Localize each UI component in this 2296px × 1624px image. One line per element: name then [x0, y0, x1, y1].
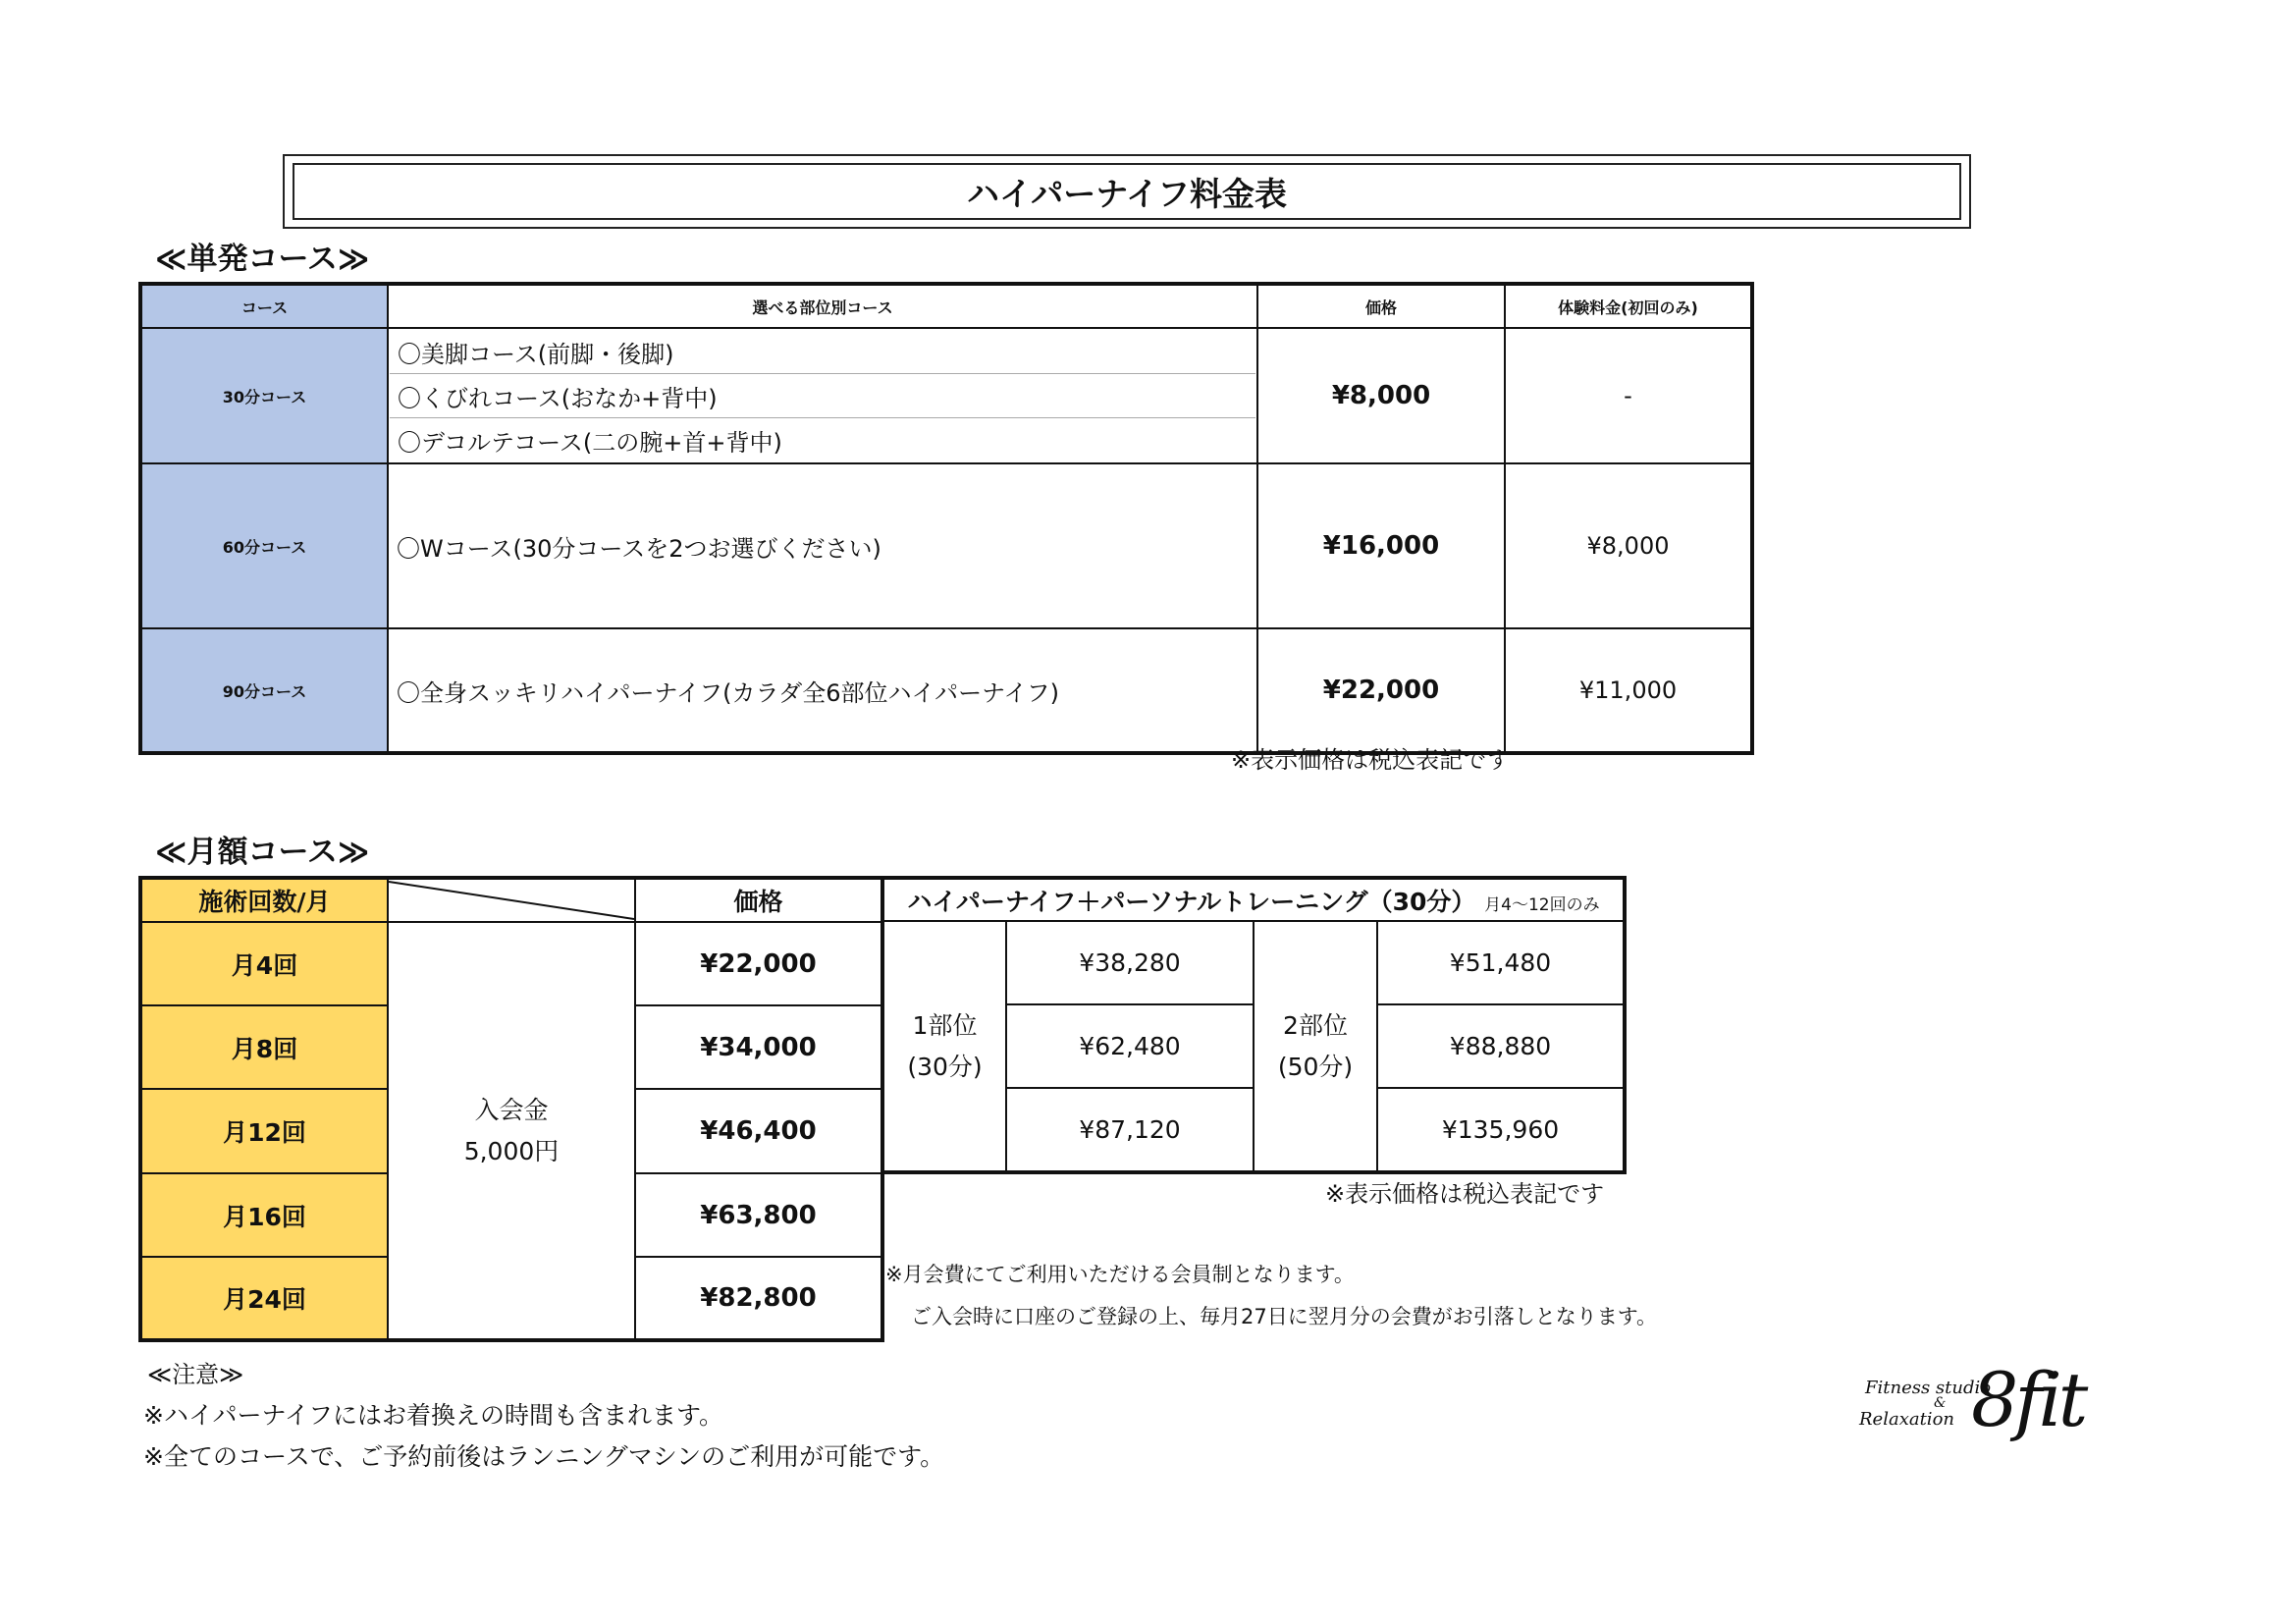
- logo-mark: 8fit: [1971, 1356, 2085, 1443]
- option-item: 〇美脚コース(前脚・後脚): [390, 330, 1255, 374]
- part1-label-text: 1部位: [912, 1010, 978, 1040]
- monthly-course-table: [138, 876, 884, 1342]
- part2-price: ¥88,880: [1377, 1004, 1625, 1088]
- table-row: [140, 328, 1752, 463]
- part2-price: ¥135,960: [1377, 1088, 1625, 1172]
- combo-table: [881, 876, 1627, 1174]
- monthly-price: ¥82,800: [635, 1257, 882, 1340]
- header-count: 施術回数/月: [140, 878, 388, 922]
- tax-note: ※表示価格は税込表記です: [1231, 746, 1511, 774]
- table-header-row: [140, 878, 882, 922]
- course-name: 60分コース: [140, 463, 388, 628]
- part1-label-duration: (30分): [907, 1052, 983, 1081]
- option-item: 〇全身スッキリハイパーナイフ(カラダ全6部位ハイパーナイフ): [388, 628, 1257, 753]
- header-options: 選べる部位別コース: [388, 284, 1257, 328]
- header-course: コース: [140, 284, 388, 328]
- logo-line1: Fitness studio: [1865, 1378, 1992, 1398]
- table-row: [140, 628, 1752, 753]
- membership-note: ※月会費にてご利用いただける会員制となります。: [885, 1263, 1355, 1286]
- course-options: [388, 328, 1257, 463]
- entry-fee-label: 入会金: [474, 1095, 549, 1124]
- table-row: [882, 921, 1625, 1004]
- session-count: 月24回: [140, 1257, 388, 1340]
- membership-note-detail: ご入会時に口座のご登録の上、毎月27日に翌月分の会費がお引落しとなります。: [911, 1305, 1658, 1328]
- course-price: ¥8,000: [1257, 328, 1505, 463]
- page-title: ハイパーナイフ料金表: [293, 163, 1961, 220]
- option-item: 〇くびれコース(おなか+背中): [390, 374, 1255, 418]
- part2-label-duration: (50分): [1277, 1052, 1354, 1081]
- diagonal-line: [389, 880, 634, 921]
- table-row: [140, 463, 1752, 628]
- table-row: [140, 922, 882, 1005]
- table-header-row: [882, 878, 1625, 921]
- option-item: 〇デコルテコース(二の腕+首+背中): [398, 428, 782, 457]
- single-course-heading: ≪単発コース≫: [155, 242, 370, 277]
- logo-line2: Relaxation: [1859, 1409, 1954, 1430]
- course-price: ¥16,000: [1257, 463, 1505, 628]
- course-price: ¥22,000: [1257, 628, 1505, 753]
- part1-price: ¥87,120: [1006, 1088, 1254, 1172]
- monthly-course-heading: ≪月額コース≫: [155, 835, 370, 870]
- tax-note: ※表示価格は税込表記です: [1325, 1180, 1605, 1208]
- monthly-price: ¥63,800: [635, 1173, 882, 1257]
- trial-price: ¥8,000: [1505, 463, 1752, 628]
- session-count: 月12回: [140, 1089, 388, 1173]
- course-name: 90分コース: [140, 628, 388, 753]
- combo-header-note: 月4～12回のみ: [1484, 894, 1600, 915]
- logo-amp: &: [1934, 1395, 1947, 1411]
- monthly-price: ¥46,400: [635, 1089, 882, 1173]
- course-name: 30分コース: [140, 328, 388, 463]
- combo-header-title: ハイパーナイフ＋パーソナルトレーニング（30分）: [907, 887, 1476, 916]
- header-price: 価格: [1257, 284, 1505, 328]
- single-course-table: [138, 282, 1754, 755]
- table-header-row: [140, 284, 1752, 328]
- session-count: 月16回: [140, 1173, 388, 1257]
- session-count: 月4回: [140, 922, 388, 1005]
- option-item: 〇Wコース(30分コースを2つお選びください): [388, 463, 1257, 628]
- trial-price: ¥11,000: [1505, 628, 1752, 753]
- part1-price: ¥38,280: [1006, 921, 1254, 1004]
- monthly-price: ¥34,000: [635, 1005, 882, 1089]
- monthly-price: ¥22,000: [635, 922, 882, 1005]
- entry-fee-cell: [388, 922, 635, 1340]
- part2-label: [1254, 921, 1377, 1172]
- diagonal-header-cell: [388, 878, 635, 922]
- brand-logo: [1855, 1356, 2110, 1478]
- part2-price: ¥51,480: [1377, 921, 1625, 1004]
- part1-label: [882, 921, 1006, 1172]
- caution-item: ※ハイパーナイフにはお着換えの時間も含まれます。: [143, 1401, 723, 1430]
- header-price: 価格: [635, 878, 882, 922]
- caution-item: ※全てのコースで、ご予約前後はランニングマシンのご利用が可能です。: [143, 1442, 945, 1471]
- header-trial: 体験料金(初回のみ): [1505, 284, 1752, 328]
- trial-price: -: [1505, 328, 1752, 463]
- session-count: 月8回: [140, 1005, 388, 1089]
- entry-fee-value: 5,000円: [463, 1136, 560, 1165]
- combo-header: [882, 878, 1625, 921]
- part2-label-text: 2部位: [1283, 1010, 1348, 1040]
- caution-heading: ≪注意≫: [147, 1361, 244, 1388]
- part1-price: ¥62,480: [1006, 1004, 1254, 1088]
